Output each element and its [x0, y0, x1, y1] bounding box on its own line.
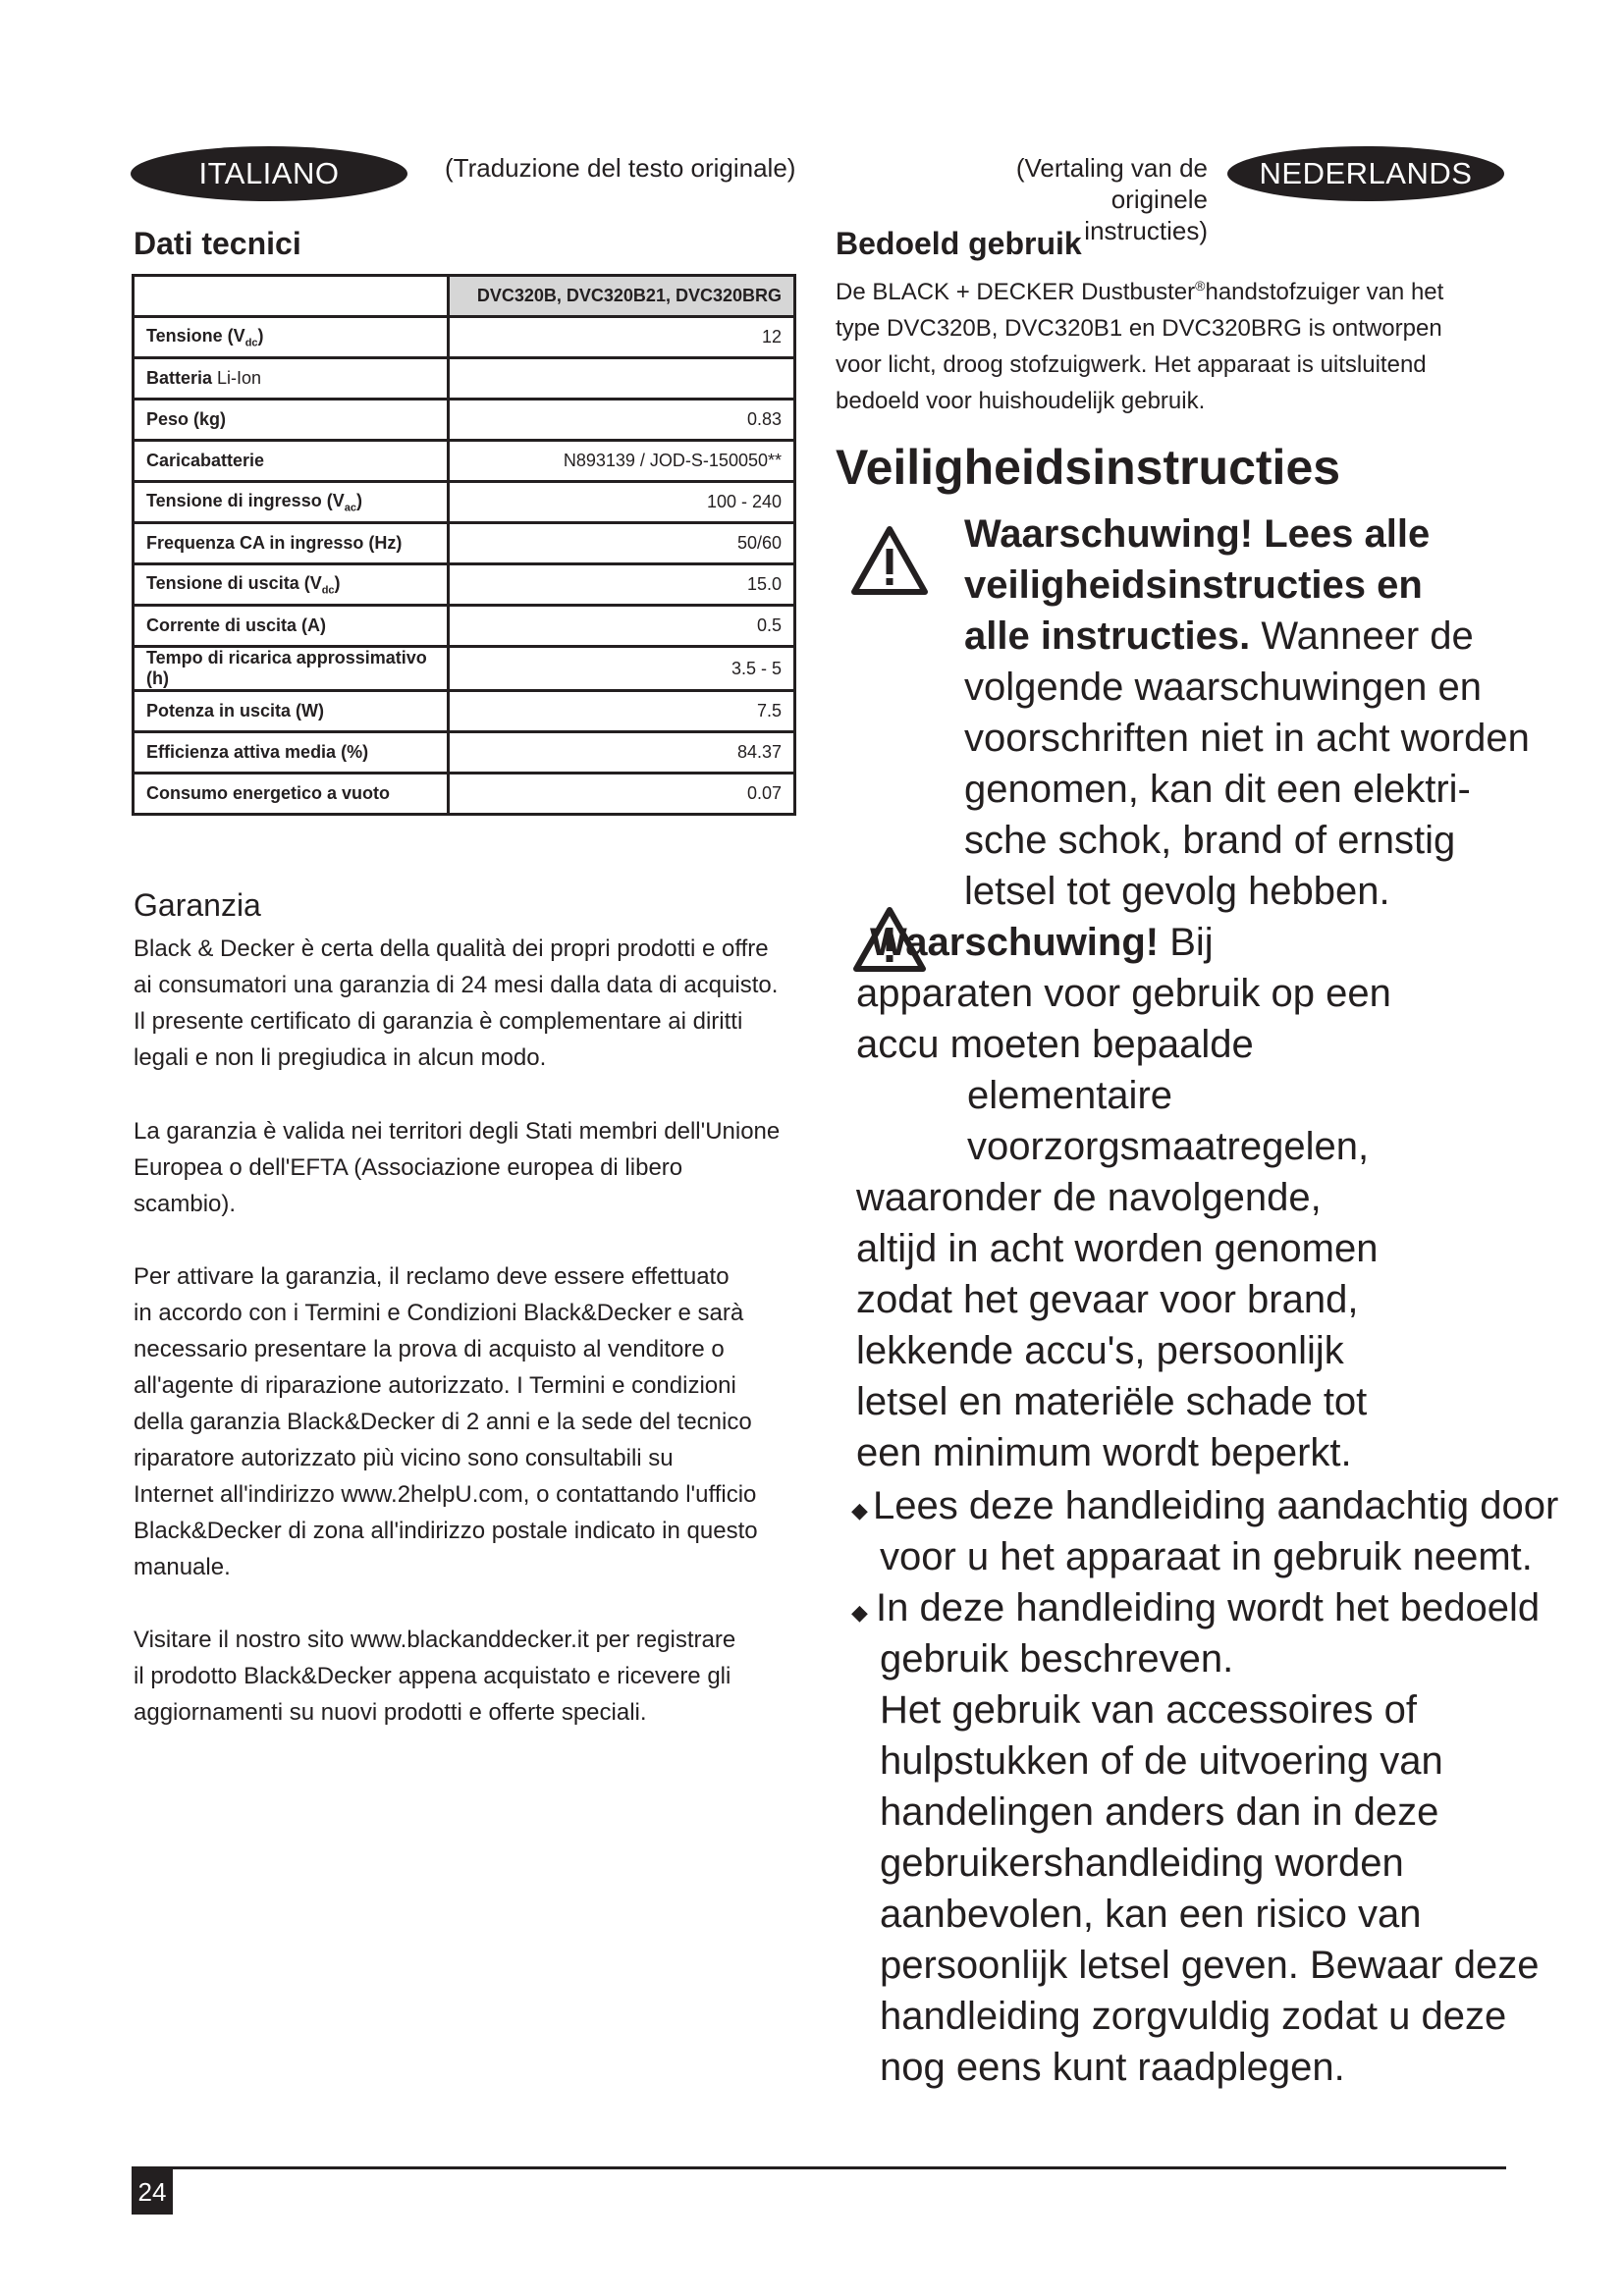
specs-row-label [134, 606, 449, 647]
warranty-paragraph-4 [134, 1622, 735, 1731]
warranty-line: legali e non li pregiudica in alcun modo. [134, 1044, 547, 1071]
warranty-paragraph-2 [134, 1113, 780, 1222]
warranty-paragraph-1 [134, 931, 778, 1076]
warning-text: Bij [1159, 921, 1214, 964]
bullet-line: handelingen anders dan in deze [880, 1790, 1439, 1834]
warning-line [856, 917, 1391, 968]
warning-line: volgende waarschuwingen en [964, 666, 1483, 709]
specs-row-value: 0.5 [449, 606, 795, 647]
warranty-title: Garanzia [134, 887, 261, 923]
warning-line: lekkende accu's, persoonlijk [856, 1329, 1344, 1372]
language-badge-label: NEDERLANDS [1259, 156, 1473, 190]
specs-label-text: Corrente di uscita (A) [146, 615, 327, 635]
intended-use-title: Bedoeld gebruik [836, 226, 1082, 261]
specs-title: Dati tecnici [134, 226, 301, 261]
warning-triangle-icon [850, 525, 929, 596]
specs-row-label [134, 317, 449, 358]
specs-row-value: 3.5 - 5 [449, 647, 795, 691]
intended-use-line-b: handstofzuiger van het [1205, 279, 1444, 305]
specs-row-label [134, 482, 449, 523]
warranty-line: il prodotto Black&Decker appena acquistato e ricevere gli [134, 1663, 731, 1689]
bullet-line: voor u het apparaat in gebruik neemt. [880, 1535, 1533, 1578]
safety-bullet-1 [873, 1480, 1558, 1582]
warranty-paragraph-3 [134, 1258, 758, 1585]
specs-row [134, 441, 795, 482]
warranty-line: della garanzia Black&Decker di 2 anni e la sede del tecnico [134, 1409, 752, 1435]
specs-label-text: Caricabatterie [146, 451, 265, 470]
warning-line [964, 560, 1530, 611]
warning-line: voorzorgsmaatregelen, [967, 1125, 1370, 1168]
specs-row-value [449, 358, 795, 400]
specs-row [134, 317, 795, 358]
warranty-line: Internet all'indirizzo www.2helpU.com, o contattando l'ufficio [134, 1481, 757, 1508]
specs-row-label [134, 400, 449, 441]
specs-row [134, 774, 795, 815]
specs-row-label [134, 774, 449, 815]
safety-title: Veiligheidsinstructies [836, 440, 1341, 495]
bullet-line: gebruikershandleiding worden [880, 1842, 1404, 1885]
specs-label-text: Tensione di uscita (V [146, 572, 322, 593]
specs-label-text: Tensione (V [146, 325, 245, 346]
warranty-line: scambio). [134, 1191, 237, 1217]
bullet-line: persoonlijk letsel geven. Bewaar deze [880, 1944, 1540, 1987]
warning-line: letsel tot gevolg hebben. [964, 870, 1390, 913]
intended-use-line [836, 268, 1443, 310]
specs-row-label [134, 732, 449, 774]
warning-bold-text: alle instructies. [964, 614, 1251, 658]
specs-label-end: ) [257, 325, 264, 346]
bullet-icon: ◆ [851, 1498, 868, 1522]
bullet-line: Lees deze handleiding aandachtig door [873, 1484, 1559, 1527]
warning-bold-text: veiligheidsinstructies en [964, 563, 1423, 607]
warning-line: elementaire [967, 1074, 1173, 1117]
intended-use-line-a: De BLACK + DECKER Dustbuster [836, 279, 1196, 305]
warning-line: altijd in acht worden genomen [856, 1227, 1379, 1270]
warning-bold-text: Waarschuwing! Lees alle [964, 512, 1431, 556]
safety-warning-1 [964, 508, 1530, 917]
specs-label-text: Peso (kg) [146, 409, 227, 429]
specs-row-value: 7.5 [449, 691, 795, 732]
warranty-line: necessario presentare la prova di acquisto al venditore o [134, 1336, 725, 1362]
registered-mark: ® [1195, 278, 1206, 294]
bullet-icon: ◆ [851, 1600, 868, 1625]
bullet-line: handleiding zorgvuldig zodat u deze [880, 1995, 1507, 2038]
specs-row [134, 523, 795, 564]
warning-line: letsel en materiële schade tot [856, 1380, 1368, 1423]
specs-row-label [134, 647, 449, 691]
warranty-line: ai consumatori una garanzia di 24 mesi dalla data di acquisto. [134, 972, 779, 998]
warranty-line: manuale. [134, 1554, 231, 1580]
warranty-line: Il presente certificato di garanzia è complementare ai diritti [134, 1008, 743, 1035]
warranty-line: Visitare il nostro sito www.blackanddecker.it per registrare [134, 1627, 736, 1653]
bullet-line: aanbevolen, kan een risico van [880, 1893, 1422, 1936]
specs-label-text: Batteria [146, 368, 213, 388]
specs-label-suffix: Li-Ion [212, 368, 262, 388]
language-badge-label: ITALIANO [198, 156, 340, 190]
warning-line: een minimum wordt beperkt. [856, 1431, 1352, 1474]
specs-label-text: Consumo energetico a vuoto [146, 783, 391, 803]
specs-row-label [134, 358, 449, 400]
warranty-line: in accordo con i Termini e Condizioni Black&Decker e sarà [134, 1300, 744, 1326]
language-badge-nederlands [1227, 146, 1504, 201]
specs-row-value: 12 [449, 317, 795, 358]
specs-label-end: ) [334, 572, 341, 593]
bullet-line: Het gebruik van accessoires of [880, 1688, 1417, 1732]
specs-row [134, 564, 795, 606]
specs-row-value: 0.07 [449, 774, 795, 815]
language-badge-italiano [131, 146, 407, 201]
specs-row-value: 50/60 [449, 523, 795, 564]
intended-use-line: type DVC320B, DVC320B1 en DVC320BRG is ontworpen [836, 315, 1442, 342]
warranty-line: La garanzia è valida nei territori degli Stati membri dell'Unione [134, 1118, 781, 1145]
warning-line: apparaten voor gebruik op een [856, 972, 1391, 1015]
specs-row [134, 732, 795, 774]
warranty-line: Black & Decker è certa della qualità dei propri prodotti e offre [134, 935, 769, 962]
specs-header-blank [134, 276, 449, 317]
bullet-line: gebruik beschreven. [880, 1637, 1234, 1681]
specs-row-label [134, 564, 449, 606]
warning-line: voorschriften niet in acht worden [964, 717, 1530, 760]
page-number [132, 2169, 173, 2215]
intended-use-text [836, 268, 1443, 419]
warning-line: sche schok, brand of ernstig [964, 819, 1456, 862]
warning-line: accu moeten bepaalde [856, 1023, 1254, 1066]
specs-row-label [134, 523, 449, 564]
warning-line [964, 508, 1530, 560]
specs-row [134, 691, 795, 732]
specs-label-subscript: dc [321, 584, 335, 597]
warning-line: zodat het gevaar voor brand, [856, 1278, 1359, 1321]
specs-label-text: Tensione di ingresso (V [146, 490, 345, 510]
bullet-line: In deze handleiding wordt het bedoeld [876, 1586, 1541, 1629]
safety-warning-2 [856, 917, 1391, 1478]
specs-label-subscript: dc [244, 337, 258, 349]
translation-note-left: (Traduzione del testo originale) [445, 153, 796, 183]
bullet-line: nog eens kunt raadplegen. [880, 2046, 1345, 2089]
warranty-line: riparatore autorizzato più vicino sono consultabili su [134, 1445, 674, 1471]
specs-row [134, 482, 795, 523]
specs-row-value: 84.37 [449, 732, 795, 774]
warranty-line: Per attivare la garanzia, il reclamo deve essere effettuato [134, 1263, 730, 1290]
specs-row-value: 0.83 [449, 400, 795, 441]
bullet-line: hulpstukken of de uitvoering van [880, 1739, 1443, 1783]
intended-use-line: bedoeld voor huishoudelijk gebruik. [836, 388, 1206, 414]
footer-rule [132, 2166, 1506, 2169]
specs-row-value: 15.0 [449, 564, 795, 606]
warranty-line: aggiornamenti su nuovi prodotti e offerte speciali. [134, 1699, 647, 1726]
specs-label-end: ) [355, 490, 362, 510]
warranty-line: Black&Decker di zona all'indirizzo postale indicato in questo [134, 1518, 758, 1544]
specs-header-row [134, 276, 795, 317]
specs-row-value: 100 - 240 [449, 482, 795, 523]
warning-bold-text: Waarschuwing! [870, 921, 1160, 964]
specs-label-text: Potenza in uscita (W) [146, 701, 325, 721]
warning-line: waaronder de navolgende, [856, 1176, 1322, 1219]
translation-note-right-line2: instructies) [1084, 216, 1208, 245]
warning-line: genomen, kan dit een elektri- [964, 768, 1471, 811]
specs-row-label [134, 691, 449, 732]
specs-row [134, 647, 795, 691]
warranty-line: Europea o dell'EFTA (Associazione europea di libero [134, 1154, 683, 1181]
intended-use-line: voor licht, droog stofzuigwerk. Het apparaat is uitsluitend [836, 351, 1427, 378]
specs-table [132, 274, 796, 816]
specs-label-text: Efficienza attiva media (%) [146, 742, 369, 762]
specs-row [134, 400, 795, 441]
specs-row [134, 358, 795, 400]
warranty-line: all'agente di riparazione autorizzato. I Termini e condizioni [134, 1372, 736, 1399]
warning-line [964, 611, 1530, 662]
specs-model-header: DVC320B, DVC320B21, DVC320BRG [449, 276, 795, 317]
specs-row-value: N893139 / JOD-S-150050** [449, 441, 795, 482]
safety-bullet-2 [876, 1582, 1541, 2093]
specs-label-text: Tempo di ricarica approssimativo (h) [146, 648, 427, 688]
translation-note-right-line1: (Vertaling van de originele [1015, 153, 1208, 214]
specs-label-subscript: ac [344, 502, 356, 514]
warning-text: Wanneer de [1250, 614, 1474, 658]
specs-row [134, 606, 795, 647]
specs-row-label [134, 441, 449, 482]
page-number-label: 24 [137, 2176, 167, 2207]
specs-label-text: Frequenza CA in ingresso (Hz) [146, 533, 403, 553]
